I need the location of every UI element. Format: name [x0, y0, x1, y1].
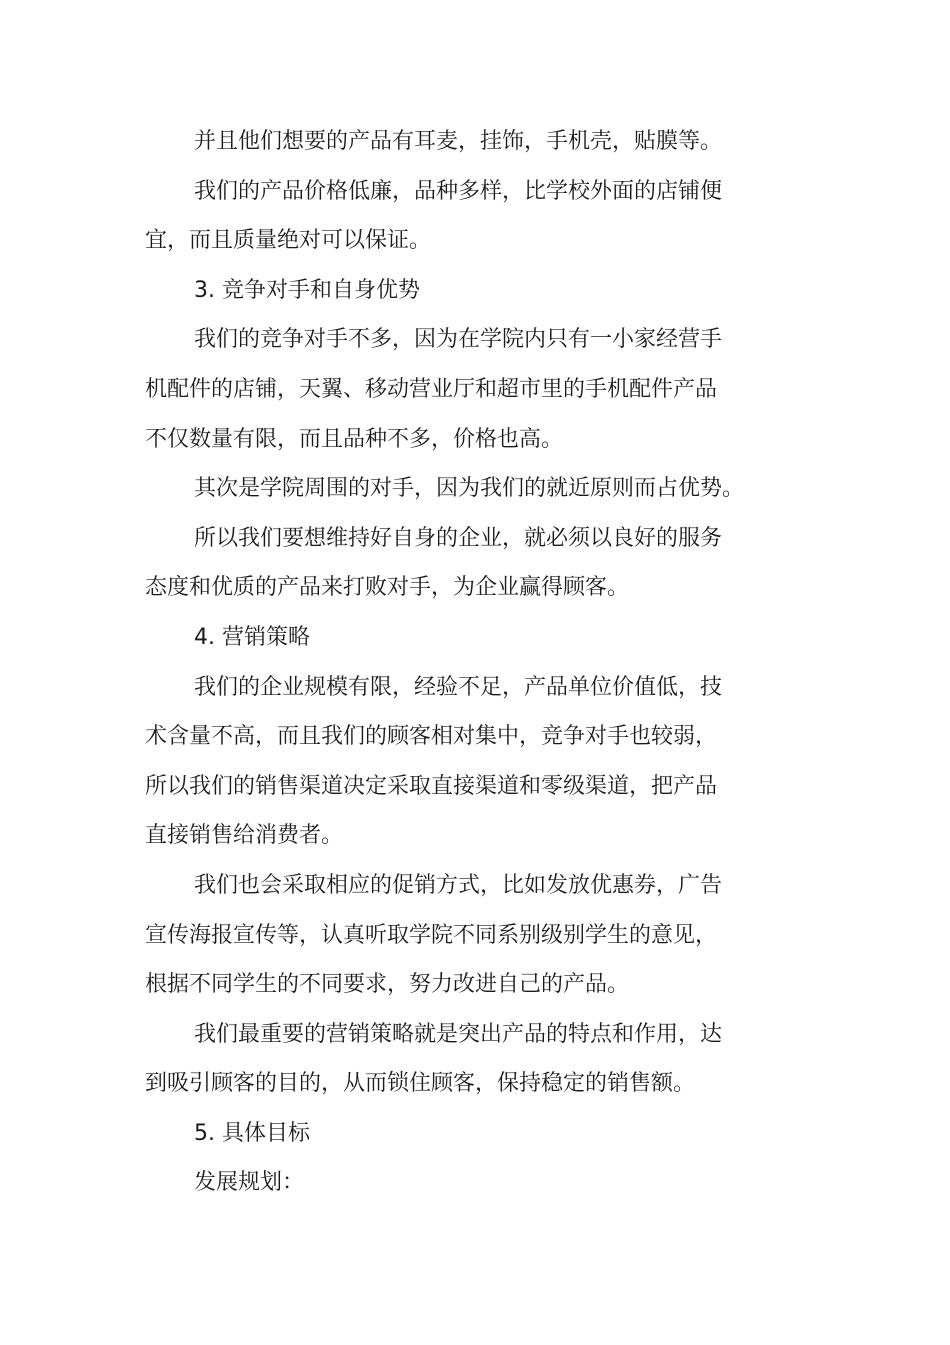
text-line: 宣传海报宣传等，认真听取学院不同系别级别学生的意见， — [145, 922, 718, 948]
text-line: 我们最重要的营销策略就是突出产品的特点和作用，达 — [194, 1021, 723, 1047]
text-line: 宜，而且质量绝对可以保证。 — [145, 228, 432, 254]
text-line: 并且他们想要的产品有耳麦，挂饰，手机壳，贴膜等。 — [194, 129, 723, 154]
document-body — [145, 117, 765, 1208]
text-line: 不仅数量有限，而且品种不多，价格也高。 — [145, 426, 564, 452]
section-heading: 4. 营销策略 — [194, 624, 310, 650]
text-line: 态度和优质的产品来打败对手，为企业赢得顾客。 — [145, 575, 630, 601]
text-line: 术含量不高，而且我们的顾客相对集中，竞争对手也较弱， — [145, 724, 718, 750]
section-heading: 5. 具体目标 — [194, 1120, 310, 1146]
text-line: 我们的产品价格低廉，品种多样，比学校外面的店铺便 — [194, 178, 723, 204]
text-line: 机配件的店铺，天翼、移动营业厅和超市里的手机配件产品 — [145, 376, 718, 402]
text-line: 我们的竞争对手不多，因为在学院内只有一小家经营手 — [194, 327, 723, 353]
text-line: 根据不同学生的不同要求，努力改进自己的产品。 — [145, 972, 630, 998]
text-line: 我们的企业规模有限，经验不足，产品单位价值低，技 — [194, 674, 723, 700]
text-line: 发展规划： — [194, 1170, 305, 1196]
text-line: 直接销售给消费者。 — [145, 823, 344, 849]
text-line: 到吸引顾客的目的，从而锁住顾客，保持稳定的销售额。 — [145, 1071, 696, 1097]
text-line: 我们也会采取相应的促销方式，比如发放优惠券，广告 — [194, 872, 723, 898]
text-line: 所以我们的销售渠道决定采取直接渠道和零级渠道，把产品 — [145, 773, 718, 799]
text-line: 其次是学院周围的对手，因为我们的就近原则而占优势。 — [194, 476, 745, 502]
section-heading: 3. 竞争对手和自身优势 — [194, 277, 420, 303]
text-line: 所以我们要想维持好自身的企业，就必须以良好的服务 — [194, 525, 723, 551]
